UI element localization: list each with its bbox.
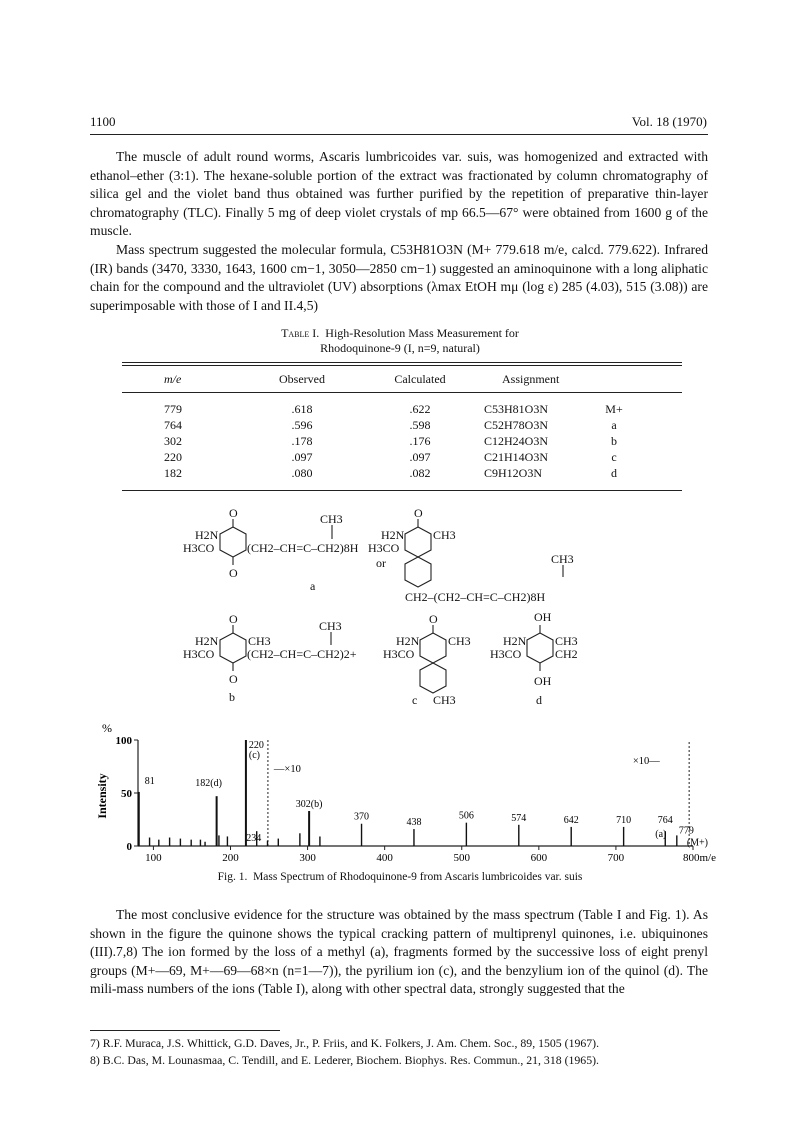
x-tick-label: 600	[530, 852, 548, 864]
body-top	[90, 148, 708, 315]
y-tick-label: 100	[115, 735, 132, 747]
cell-observed: .618	[291, 402, 313, 416]
label-c: c	[412, 693, 418, 707]
table-caption-line2: Rhodoquinone-9 (I, n=9, natural)	[320, 341, 480, 355]
volume-label: Vol. 18 (1970)	[631, 114, 707, 129]
annotation-m-plus: (M+)	[686, 837, 709, 849]
x-tick-label: 400	[376, 852, 393, 864]
structures-diagram	[150, 505, 670, 705]
cell-observed: .097	[291, 450, 313, 464]
peak-label: 234	[246, 833, 262, 845]
y-axis-label: Intensity	[95, 773, 109, 819]
table-row	[122, 434, 682, 449]
cell-calculated: .082	[409, 466, 431, 480]
label-a: a	[310, 579, 316, 593]
figure-caption-text: Mass Spectrum of Rhodoquinone-9 from Ascaris lumbricoides var. suis	[253, 871, 583, 883]
peak-label: 81	[144, 775, 155, 787]
cell-mz: 764	[164, 418, 182, 432]
table-top-rule-2	[122, 365, 682, 366]
annotation-a: (a)	[655, 829, 667, 841]
a-left-chain: (CH2–CH=C–CH2)8H	[247, 541, 359, 555]
cell-formula: C52H78O3N	[484, 418, 549, 432]
cell-mz: 302	[164, 434, 182, 448]
ring-a-right	[405, 527, 431, 557]
paragraph-2: Mass spectrum suggested the molecular formula, C53H81O3N (M+ 779.618 m/e, calcd. 779.622). Infrared (IR) bands (3470, 3330, 1643, 1600 cm−1, 3050—2850 cm−1) suggested an aminoquinone with a long aliphatic chain for the compound and the ultraviolet (UV) absorptions (λmax EtOH mμ (log ε) 285 (4.03), 515 (3.08)) are superimposable with those of I and II.4,5)	[90, 241, 708, 313]
label-b: b	[229, 690, 235, 704]
cell-formula: C9H12O3N	[484, 466, 543, 480]
col-header-calculated: Calculated	[394, 372, 446, 386]
table-header-rule	[122, 392, 682, 393]
table-bottom-rule	[122, 490, 682, 491]
page-number: 1100	[90, 114, 116, 129]
table-row	[122, 418, 682, 433]
body-bottom	[90, 906, 708, 999]
peak-label: 506	[458, 810, 474, 822]
y-tick-label: 0	[126, 841, 132, 853]
figure-caption-prefix: Fig. 1.	[217, 871, 248, 883]
a-left-h2n: H2N	[195, 528, 219, 542]
b-h3co: H3CO	[183, 647, 215, 661]
d-oh-bottom: OH	[534, 674, 552, 688]
peak-label: 710	[616, 814, 632, 826]
cell-calculated: .598	[409, 418, 431, 432]
a-left-ch3: CH3	[320, 512, 343, 526]
x-tick-label: 800m/e	[683, 852, 716, 864]
cell-formula: C21H14O3N	[484, 450, 549, 464]
cell-calculated: .622	[409, 402, 431, 416]
a-or: or	[376, 556, 386, 570]
table-caption	[200, 326, 600, 356]
a-right-chain: CH2–(CH2–CH=C–CH2)8H	[405, 590, 546, 604]
cell-label: a	[611, 418, 617, 432]
d-h2n: H2N	[503, 634, 527, 648]
footnote-7: 7) R.F. Muraca, J.S. Whittick, G.D. Daves, Jr., P. Friis, and K. Folkers, J. Am. Chem. Soc., 89, 1505 (1967).	[90, 1036, 600, 1050]
a-right-h3co: H3CO	[368, 541, 400, 555]
ring-c	[420, 633, 446, 663]
x-tick-label: 300	[299, 852, 316, 864]
b-o-bottom: O	[229, 672, 238, 686]
cell-formula: C53H81O3N	[484, 402, 549, 416]
label-d: d	[536, 693, 542, 707]
cell-label: b	[611, 434, 617, 448]
a-right-o: O	[414, 506, 423, 520]
x-tick-label: 500	[453, 852, 470, 864]
cell-observed: .178	[291, 434, 313, 448]
annotation-x10-left: —×10	[273, 764, 301, 775]
cell-observed: .080	[291, 466, 313, 480]
col-header-observed: Observed	[279, 372, 325, 386]
peak-label: 182(d)	[195, 778, 222, 790]
annotation-c: (c)	[248, 750, 261, 761]
a-right-h2n: H2N	[381, 528, 405, 542]
peak-label: 438	[406, 817, 422, 829]
peak-label: 220	[248, 740, 264, 751]
a-left-o-top: O	[229, 506, 238, 520]
table-row	[122, 466, 682, 481]
annotation-x10-right: ×10—	[632, 756, 660, 767]
cell-mz: 779	[164, 402, 182, 416]
footnote-8: 8) B.C. Das, M. Lounasmaa, C. Tendill, and E. Lederer, Biochem. Biophys. Res. Commun., 21, 318 (1965).	[90, 1053, 599, 1067]
b-o-top: O	[229, 612, 238, 626]
peak-label: 302(b)	[295, 799, 323, 811]
cell-mz: 182	[164, 466, 182, 480]
c-ch3-bottom: CH3	[433, 693, 456, 707]
table-header	[122, 372, 682, 392]
cell-label: M+	[605, 402, 623, 416]
ring-d	[527, 633, 553, 663]
y-unit-label: %	[102, 721, 112, 735]
c-h3co: H3CO	[383, 647, 415, 661]
table-row	[122, 450, 682, 465]
cell-label: c	[611, 450, 617, 464]
cell-calculated: .097	[409, 450, 431, 464]
peak-label: 574	[511, 812, 527, 824]
footnote-rule	[90, 1030, 280, 1031]
cell-label: d	[611, 466, 617, 480]
table-caption-line1: High-Resolution Mass Measurement for	[325, 326, 519, 340]
a-right-ch3-chain: CH3	[551, 552, 574, 566]
b-ch3: CH3	[248, 634, 271, 648]
figure-caption	[120, 870, 680, 885]
x-tick-label: 100	[145, 852, 162, 864]
a-left-o-bottom: O	[229, 566, 238, 580]
cell-formula: C12H24O3N	[484, 434, 549, 448]
header-rule	[90, 134, 708, 135]
b-ch3-chain: CH3	[319, 619, 342, 633]
col-header-assignment: Assignment	[502, 372, 560, 386]
peak-label: 642	[563, 814, 579, 826]
peak-label: 764	[657, 815, 673, 827]
b-h2n: H2N	[195, 634, 219, 648]
c-h2n: H2N	[396, 634, 420, 648]
d-oh-top: OH	[534, 610, 552, 624]
cell-mz: 220	[164, 450, 182, 464]
table-top-rule	[122, 362, 682, 363]
col-header-mz: m/e	[164, 372, 182, 386]
mass-spectrum-chart	[88, 718, 716, 868]
paragraph-3: The most conclusive evidence for the structure was obtained by the mass spectrum (Table I and Fig. 1). As shown in the figure the quinone shows the typical cracking pattern of multiprenyl quinones, i.e. ubiquinones (III).7,8) The ion formed by the loss of a methyl (a), fragments formed by the successive loss of eight prenyl groups (M+—69, M+—69—68×n (n=1—7)), the pyrilium ion (c), and the benzylium ion of the quinol (d). The mili-mass numbers of the ions (Table I), along with other spectral data, strongly suggested that the	[90, 907, 708, 997]
a-left-h3co: H3CO	[183, 541, 215, 555]
table-body	[122, 402, 682, 482]
footnotes	[90, 1036, 708, 1070]
cell-calculated: .176	[409, 434, 431, 448]
paragraph-1: The muscle of adult round worms, Ascaris lumbricoides var. suis, was homogenized and extracted with ethanol–ether (3:1). The hexane-soluble portion of the extract was fractionated by column chromatography of silica gel and the violet band thus obtained was further purified by the repetition of preparative thin-layer chromatography (TLC). Finally 5 mg of deep violet crystals of mp 66.5—67° were obtained from 1600 g of the muscle.	[90, 149, 708, 239]
ring-b	[220, 633, 246, 663]
ring-a-left	[220, 527, 246, 557]
x-tick-label: 200	[222, 852, 239, 864]
d-h3co: H3CO	[490, 647, 522, 661]
d-ch3: CH3	[555, 634, 578, 648]
peak-label: 370	[354, 811, 370, 823]
c-o: O	[429, 612, 438, 626]
c-ch3: CH3	[448, 634, 471, 648]
peak-label: 779	[678, 825, 694, 837]
x-tick-label: 700	[607, 852, 625, 864]
b-chain: (CH2–CH=C–CH2)2+	[247, 647, 357, 661]
y-tick-label: 50	[121, 788, 132, 800]
a-right-ch3: CH3	[433, 528, 456, 542]
d-ch2: CH2	[555, 647, 578, 661]
cell-observed: .596	[291, 418, 313, 432]
table-row	[122, 402, 682, 417]
table-caption-prefix: Table I.	[281, 326, 320, 340]
